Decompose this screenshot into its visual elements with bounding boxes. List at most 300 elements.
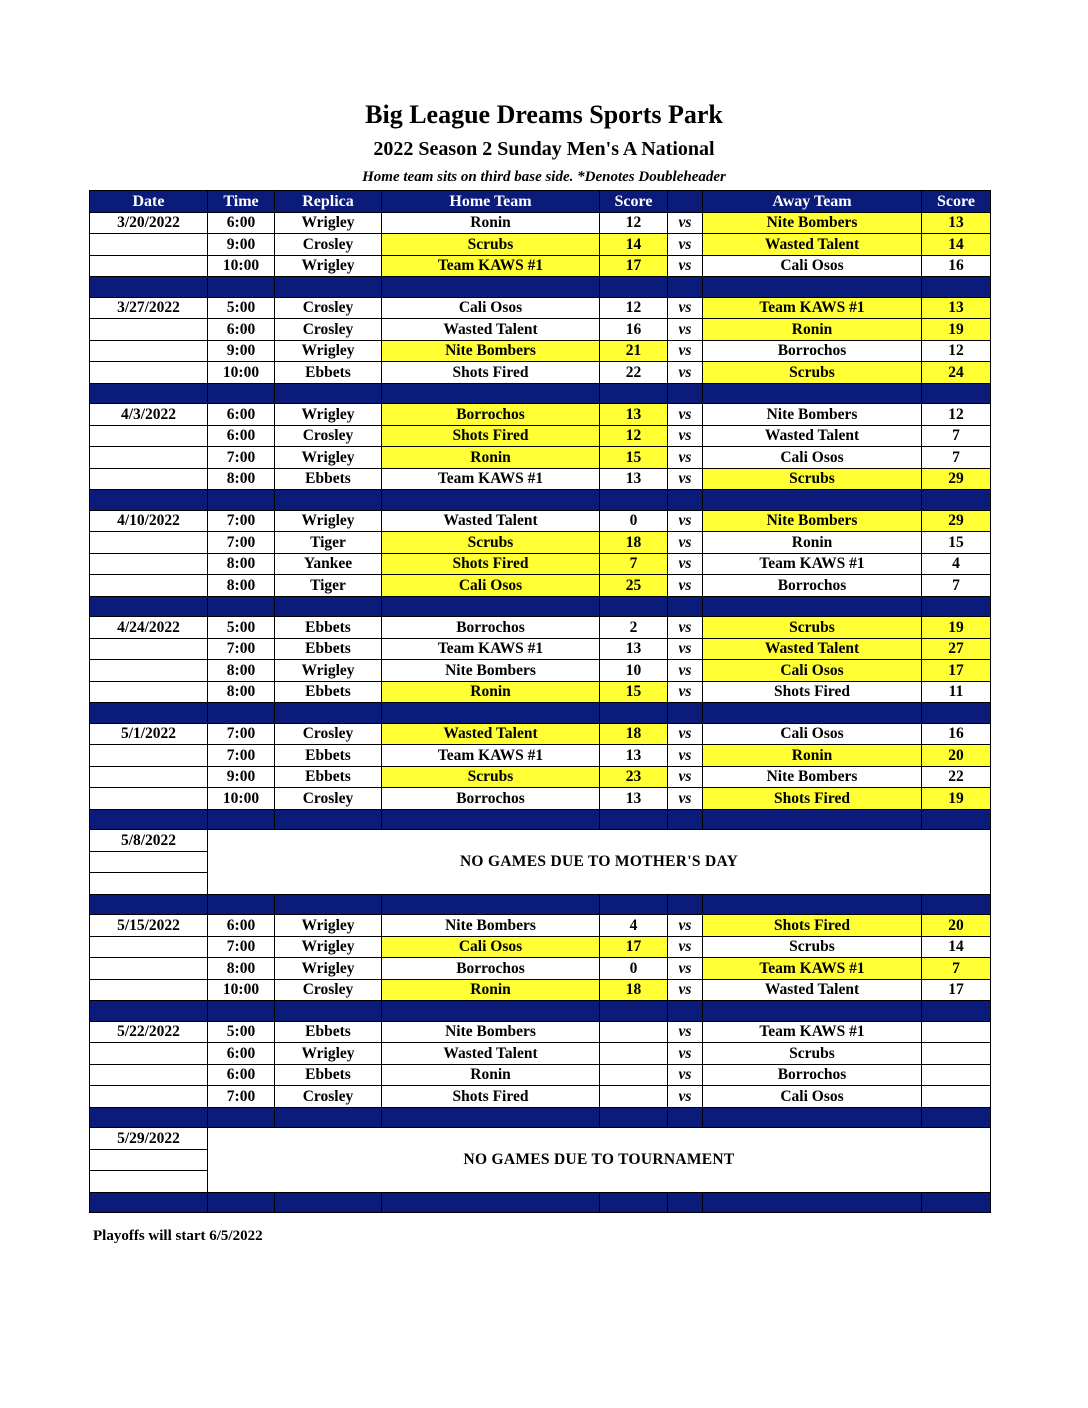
date-cell: 5/22/2022 — [90, 1021, 208, 1043]
playoffs-note: Playoffs will start 6/5/2022 — [93, 1228, 263, 1244]
game-row — [90, 532, 991, 554]
field-cell: Ebbets — [275, 617, 382, 639]
away-team-cell: Wasted Talent — [703, 638, 922, 660]
time-cell: 9:00 — [208, 340, 275, 362]
vs-cell: vs — [668, 766, 703, 788]
field-cell: Ebbets — [275, 1064, 382, 1086]
home-score-cell: 12 — [600, 425, 668, 447]
field-cell: Ebbets — [275, 745, 382, 767]
separator-cell — [600, 1001, 668, 1022]
date-cell — [90, 425, 208, 447]
field-cell: Crosley — [275, 788, 382, 810]
home-team-cell: Borrochos — [382, 958, 600, 980]
game-row — [90, 958, 991, 980]
vs-cell: vs — [668, 532, 703, 554]
game-row — [90, 638, 991, 660]
vs-cell: vs — [668, 234, 703, 256]
game-row — [90, 255, 991, 277]
away-score-cell: 12 — [922, 404, 991, 426]
separator-cell — [668, 1001, 703, 1022]
home-team-cell: Team KAWS #1 — [382, 638, 600, 660]
separator-cell — [208, 277, 275, 298]
away-team-cell: Team KAWS #1 — [703, 553, 922, 575]
week-separator — [90, 383, 991, 404]
game-row — [90, 575, 991, 597]
date-cell — [90, 255, 208, 277]
separator-cell — [600, 894, 668, 915]
week-separator — [90, 490, 991, 511]
week-separator — [90, 596, 991, 617]
separator-cell — [922, 809, 991, 830]
separator-cell — [703, 894, 922, 915]
away-score-cell: 12 — [922, 340, 991, 362]
away-score-cell: 20 — [922, 915, 991, 937]
time-cell: 7:00 — [208, 1086, 275, 1108]
game-row — [90, 1021, 991, 1043]
separator-cell — [600, 703, 668, 724]
date-cell — [90, 468, 208, 490]
game-row — [90, 468, 991, 490]
time-cell: 6:00 — [208, 1043, 275, 1065]
separator-cell — [275, 277, 382, 298]
game-row — [90, 362, 991, 384]
separator-cell — [90, 1192, 208, 1213]
date-cell — [90, 1171, 208, 1193]
time-cell: 8:00 — [208, 553, 275, 575]
home-team-cell: Wasted Talent — [382, 1043, 600, 1065]
away-score-cell: 11 — [922, 681, 991, 703]
week-separator — [90, 894, 991, 915]
separator-cell — [600, 490, 668, 511]
separator-cell — [703, 1107, 922, 1128]
game-row — [90, 447, 991, 469]
away-score-cell — [922, 1064, 991, 1086]
game-row — [90, 681, 991, 703]
away-team-cell: Scrubs — [703, 936, 922, 958]
time-cell: 6:00 — [208, 319, 275, 341]
home-team-note: Home team sits on third base side. *Denotes Doubleheader — [362, 169, 726, 185]
away-team-cell: Cali Osos — [703, 447, 922, 469]
time-cell: 10:00 — [208, 788, 275, 810]
separator-cell — [90, 1001, 208, 1022]
away-score-cell: 7 — [922, 575, 991, 597]
away-team-cell: Borrochos — [703, 575, 922, 597]
separator-cell — [600, 1107, 668, 1128]
separator-cell — [668, 703, 703, 724]
away-score-cell: 29 — [922, 468, 991, 490]
date-cell — [90, 1043, 208, 1065]
game-row — [90, 1086, 991, 1108]
time-cell: 8:00 — [208, 681, 275, 703]
home-score-cell: 23 — [600, 766, 668, 788]
separator-cell — [208, 490, 275, 511]
separator-cell — [208, 809, 275, 830]
date-cell — [90, 447, 208, 469]
separator-cell — [90, 894, 208, 915]
away-score-cell: 14 — [922, 936, 991, 958]
time-cell: 7:00 — [208, 723, 275, 745]
date-cell — [90, 766, 208, 788]
field-cell: Wrigley — [275, 404, 382, 426]
away-team-cell: Nite Bombers — [703, 510, 922, 532]
home-team-cell: Nite Bombers — [382, 915, 600, 937]
separator-cell — [208, 1192, 275, 1213]
away-team-cell: Cali Osos — [703, 255, 922, 277]
vs-cell: vs — [668, 404, 703, 426]
field-cell: Ebbets — [275, 681, 382, 703]
separator-cell — [922, 894, 991, 915]
separator-cell — [600, 809, 668, 830]
separator-cell — [922, 1192, 991, 1213]
date-cell — [90, 319, 208, 341]
home-score-cell: 12 — [600, 212, 668, 234]
vs-cell: vs — [668, 1086, 703, 1108]
vs-cell: vs — [668, 510, 703, 532]
notice-row — [90, 830, 991, 852]
away-team-cell: Scrubs — [703, 468, 922, 490]
date-cell — [90, 1149, 208, 1171]
date-cell: 4/24/2022 — [90, 617, 208, 639]
page-title: Big League Dreams Sports Park — [365, 100, 723, 129]
home-team-cell: Ronin — [382, 447, 600, 469]
vs-cell: vs — [668, 297, 703, 319]
vs-cell: vs — [668, 723, 703, 745]
separator-cell — [208, 894, 275, 915]
separator-cell — [90, 383, 208, 404]
vs-cell: vs — [668, 1064, 703, 1086]
away-team-cell: Shots Fired — [703, 915, 922, 937]
time-cell: 7:00 — [208, 532, 275, 554]
game-row — [90, 915, 991, 937]
separator-cell — [600, 1192, 668, 1213]
date-cell — [90, 745, 208, 767]
home-team-cell: Nite Bombers — [382, 660, 600, 682]
separator-cell — [668, 490, 703, 511]
game-row — [90, 936, 991, 958]
field-cell: Yankee — [275, 553, 382, 575]
vs-cell: vs — [668, 255, 703, 277]
date-cell — [90, 638, 208, 660]
time-cell: 7:00 — [208, 936, 275, 958]
vs-cell: vs — [668, 447, 703, 469]
game-row — [90, 979, 991, 1001]
date-cell — [90, 788, 208, 810]
vs-cell: vs — [668, 1021, 703, 1043]
home-team-cell: Ronin — [382, 1064, 600, 1086]
col-header-home-score: Score — [600, 191, 668, 213]
time-cell: 7:00 — [208, 510, 275, 532]
home-score-cell: 13 — [600, 788, 668, 810]
week-separator — [90, 1001, 991, 1022]
time-cell: 5:00 — [208, 617, 275, 639]
home-score-cell: 0 — [600, 510, 668, 532]
away-team-cell: Shots Fired — [703, 788, 922, 810]
home-score-cell: 18 — [600, 532, 668, 554]
separator-cell — [382, 490, 600, 511]
home-team-cell: Nite Bombers — [382, 1021, 600, 1043]
time-cell: 8:00 — [208, 468, 275, 490]
vs-cell: vs — [668, 958, 703, 980]
vs-cell: vs — [668, 212, 703, 234]
game-row — [90, 234, 991, 256]
home-team-cell: Ronin — [382, 681, 600, 703]
away-team-cell: Nite Bombers — [703, 212, 922, 234]
home-score-cell: 13 — [600, 468, 668, 490]
home-score-cell: 15 — [600, 681, 668, 703]
separator-cell — [703, 596, 922, 617]
separator-cell — [668, 383, 703, 404]
away-team-cell: Team KAWS #1 — [703, 958, 922, 980]
separator-cell — [382, 1107, 600, 1128]
field-cell: Wrigley — [275, 447, 382, 469]
game-row — [90, 425, 991, 447]
separator-cell — [90, 703, 208, 724]
time-cell: 9:00 — [208, 234, 275, 256]
away-score-cell: 15 — [922, 532, 991, 554]
home-team-cell: Shots Fired — [382, 425, 600, 447]
away-score-cell: 13 — [922, 212, 991, 234]
separator-cell — [668, 596, 703, 617]
field-cell: Crosley — [275, 979, 382, 1001]
date-cell — [90, 340, 208, 362]
home-team-cell: Wasted Talent — [382, 723, 600, 745]
separator-cell — [382, 809, 600, 830]
field-cell: Ebbets — [275, 468, 382, 490]
away-team-cell: Borrochos — [703, 340, 922, 362]
game-row — [90, 340, 991, 362]
separator-cell — [922, 383, 991, 404]
week-separator — [90, 1192, 991, 1213]
col-header-replica: Replica — [275, 191, 382, 213]
home-score-cell — [600, 1064, 668, 1086]
home-team-cell: Scrubs — [382, 234, 600, 256]
separator-cell — [922, 1001, 991, 1022]
separator-cell — [208, 1001, 275, 1022]
away-team-cell: Borrochos — [703, 1064, 922, 1086]
away-team-cell: Cali Osos — [703, 660, 922, 682]
home-team-cell: Borrochos — [382, 788, 600, 810]
game-row — [90, 297, 991, 319]
away-score-cell: 19 — [922, 788, 991, 810]
home-team-cell: Cali Osos — [382, 297, 600, 319]
away-team-cell: Scrubs — [703, 362, 922, 384]
schedule-body — [90, 212, 991, 1213]
separator-cell — [382, 596, 600, 617]
home-score-cell: 13 — [600, 638, 668, 660]
col-header-home-team: Home Team — [382, 191, 600, 213]
date-cell — [90, 553, 208, 575]
separator-cell — [382, 383, 600, 404]
away-team-cell: Ronin — [703, 745, 922, 767]
page-subtitle: 2022 Season 2 Sunday Men's A National — [373, 138, 715, 160]
vs-cell: vs — [668, 1043, 703, 1065]
time-cell: 8:00 — [208, 958, 275, 980]
date-cell — [90, 1086, 208, 1108]
home-score-cell: 18 — [600, 979, 668, 1001]
col-header-away-score: Score — [922, 191, 991, 213]
date-cell — [90, 681, 208, 703]
separator-cell — [703, 277, 922, 298]
time-cell: 9:00 — [208, 766, 275, 788]
separator-cell — [922, 596, 991, 617]
game-row — [90, 723, 991, 745]
away-score-cell: 24 — [922, 362, 991, 384]
game-row — [90, 553, 991, 575]
away-score-cell — [922, 1043, 991, 1065]
separator-cell — [703, 809, 922, 830]
separator-cell — [275, 383, 382, 404]
separator-cell — [208, 596, 275, 617]
date-cell: 5/29/2022 — [90, 1128, 208, 1150]
date-cell: 5/8/2022 — [90, 830, 208, 852]
separator-cell — [382, 1001, 600, 1022]
separator-cell — [90, 1107, 208, 1128]
away-score-cell: 13 — [922, 297, 991, 319]
away-team-cell: Nite Bombers — [703, 404, 922, 426]
home-score-cell: 25 — [600, 575, 668, 597]
home-team-cell: Shots Fired — [382, 1086, 600, 1108]
home-team-cell: Ronin — [382, 212, 600, 234]
date-cell — [90, 1064, 208, 1086]
away-score-cell: 4 — [922, 553, 991, 575]
notice-row — [90, 1128, 991, 1150]
home-score-cell: 4 — [600, 915, 668, 937]
home-score-cell: 10 — [600, 660, 668, 682]
game-row — [90, 404, 991, 426]
separator-cell — [600, 383, 668, 404]
home-team-cell: Wasted Talent — [382, 510, 600, 532]
field-cell: Wrigley — [275, 340, 382, 362]
away-team-cell: Team KAWS #1 — [703, 1021, 922, 1043]
field-cell: Wrigley — [275, 958, 382, 980]
separator-cell — [90, 596, 208, 617]
col-header-date: Date — [90, 191, 208, 213]
separator-cell — [703, 703, 922, 724]
separator-cell — [275, 703, 382, 724]
away-score-cell: 14 — [922, 234, 991, 256]
col-header-away-team: Away Team — [703, 191, 922, 213]
field-cell: Wrigley — [275, 1043, 382, 1065]
field-cell: Crosley — [275, 425, 382, 447]
separator-cell — [382, 277, 600, 298]
separator-cell — [600, 596, 668, 617]
vs-cell: vs — [668, 788, 703, 810]
home-score-cell — [600, 1043, 668, 1065]
vs-cell: vs — [668, 745, 703, 767]
separator-cell — [275, 1001, 382, 1022]
time-cell: 6:00 — [208, 212, 275, 234]
home-score-cell: 21 — [600, 340, 668, 362]
field-cell: Crosley — [275, 234, 382, 256]
week-separator — [90, 703, 991, 724]
home-score-cell: 0 — [600, 958, 668, 980]
separator-cell — [275, 1192, 382, 1213]
home-score-cell: 22 — [600, 362, 668, 384]
field-cell: Ebbets — [275, 638, 382, 660]
away-score-cell: 17 — [922, 660, 991, 682]
separator-cell — [668, 894, 703, 915]
separator-cell — [922, 277, 991, 298]
home-score-cell: 2 — [600, 617, 668, 639]
away-score-cell: 27 — [922, 638, 991, 660]
field-cell: Wrigley — [275, 510, 382, 532]
time-cell: 10:00 — [208, 255, 275, 277]
date-cell — [90, 575, 208, 597]
date-cell — [90, 234, 208, 256]
no-games-notice: NO GAMES DUE TO MOTHER'S DAY — [208, 830, 991, 895]
away-team-cell: Team KAWS #1 — [703, 297, 922, 319]
vs-cell: vs — [668, 553, 703, 575]
date-cell: 5/15/2022 — [90, 915, 208, 937]
field-cell: Tiger — [275, 532, 382, 554]
home-team-cell: Shots Fired — [382, 553, 600, 575]
field-cell: Wrigley — [275, 936, 382, 958]
home-score-cell: 14 — [600, 234, 668, 256]
vs-cell: vs — [668, 617, 703, 639]
field-cell: Crosley — [275, 297, 382, 319]
game-row — [90, 1043, 991, 1065]
home-team-cell: Nite Bombers — [382, 340, 600, 362]
game-row — [90, 766, 991, 788]
week-separator — [90, 809, 991, 830]
time-cell: 5:00 — [208, 1021, 275, 1043]
date-cell: 3/20/2022 — [90, 212, 208, 234]
field-cell: Wrigley — [275, 255, 382, 277]
away-team-cell: Cali Osos — [703, 1086, 922, 1108]
separator-cell — [275, 809, 382, 830]
vs-cell: vs — [668, 575, 703, 597]
home-team-cell: Borrochos — [382, 617, 600, 639]
vs-cell: vs — [668, 979, 703, 1001]
home-score-cell — [600, 1021, 668, 1043]
away-score-cell: 16 — [922, 255, 991, 277]
home-score-cell: 12 — [600, 297, 668, 319]
time-cell: 7:00 — [208, 638, 275, 660]
home-team-cell: Cali Osos — [382, 936, 600, 958]
separator-cell — [922, 490, 991, 511]
home-score-cell: 17 — [600, 255, 668, 277]
time-cell: 8:00 — [208, 660, 275, 682]
field-cell: Crosley — [275, 723, 382, 745]
vs-cell: vs — [668, 681, 703, 703]
vs-cell: vs — [668, 638, 703, 660]
away-score-cell — [922, 1086, 991, 1108]
away-team-cell: Wasted Talent — [703, 979, 922, 1001]
field-cell: Crosley — [275, 319, 382, 341]
time-cell: 6:00 — [208, 915, 275, 937]
away-team-cell: Cali Osos — [703, 723, 922, 745]
separator-cell — [703, 490, 922, 511]
home-score-cell: 13 — [600, 745, 668, 767]
home-score-cell: 16 — [600, 319, 668, 341]
separator-cell — [668, 277, 703, 298]
separator-cell — [382, 894, 600, 915]
vs-cell: vs — [668, 319, 703, 341]
separator-cell — [922, 703, 991, 724]
away-score-cell — [922, 1021, 991, 1043]
time-cell: 5:00 — [208, 297, 275, 319]
field-cell: Ebbets — [275, 1021, 382, 1043]
no-games-notice: NO GAMES DUE TO TOURNAMENT — [208, 1128, 991, 1193]
separator-cell — [668, 1192, 703, 1213]
away-score-cell: 7 — [922, 958, 991, 980]
field-cell: Crosley — [275, 1086, 382, 1108]
away-team-cell: Shots Fired — [703, 681, 922, 703]
away-score-cell: 7 — [922, 447, 991, 469]
game-row — [90, 212, 991, 234]
vs-cell: vs — [668, 915, 703, 937]
home-team-cell: Cali Osos — [382, 575, 600, 597]
